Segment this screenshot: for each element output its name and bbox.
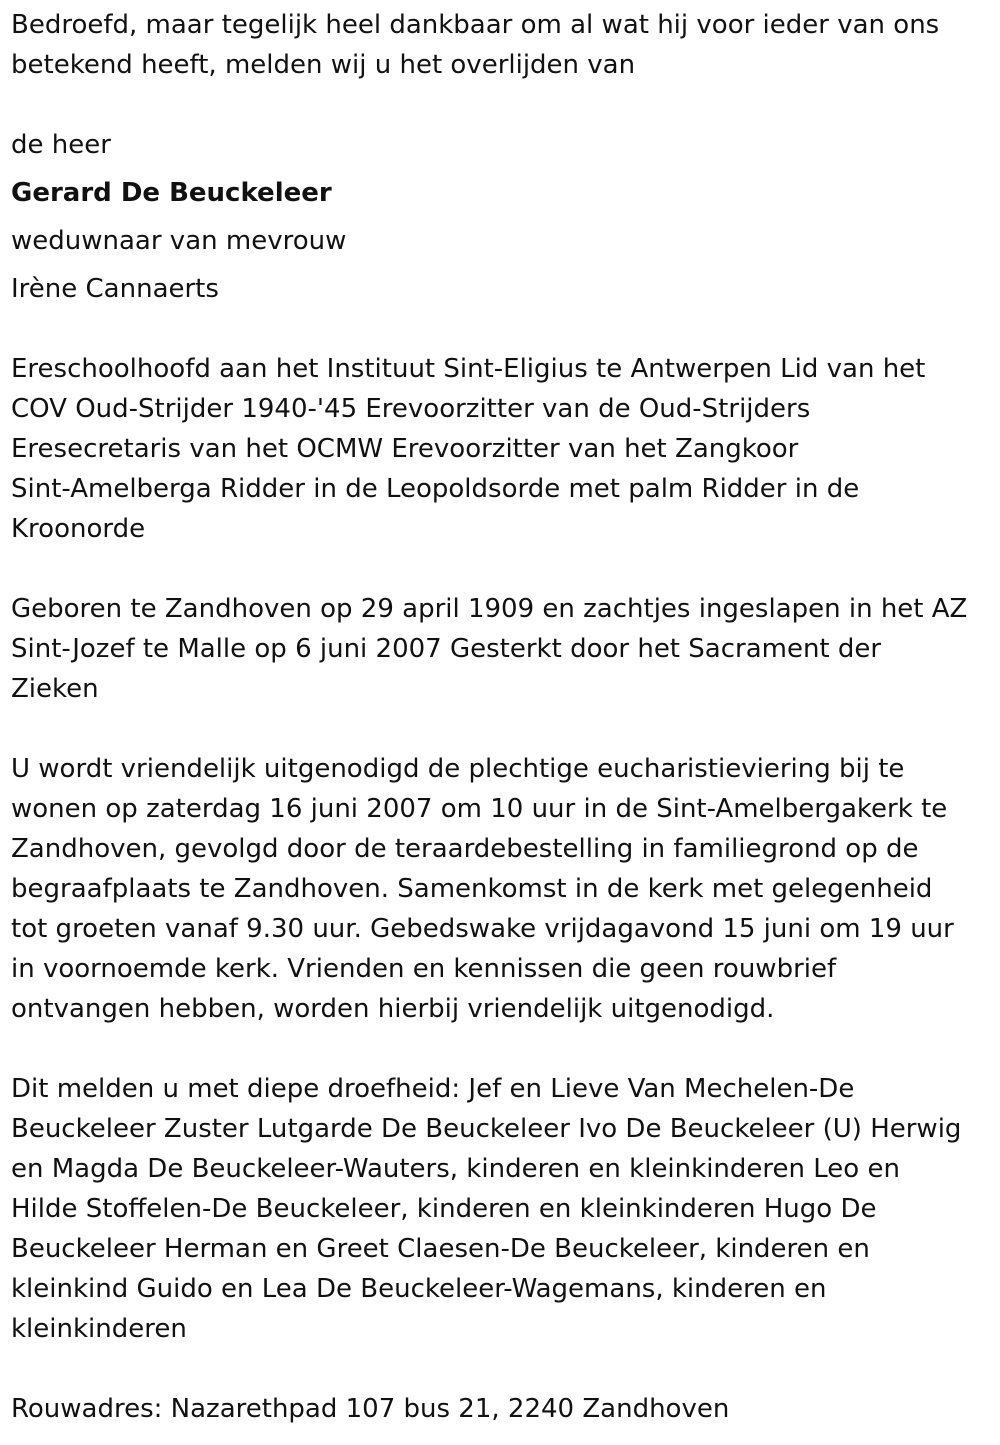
intro-line: betekend heeft, melden wij u het overlijden van bbox=[11, 50, 636, 80]
family-line: Dit melden u met diepe droefheid: Jef en Lieve Van Mechelen-De bbox=[11, 1074, 855, 1104]
widower-of-label: weduwnaar van mevrouw bbox=[11, 226, 347, 256]
family-paragraph bbox=[11, 1069, 996, 1349]
invitation-line: U wordt vriendelijk uitgenodigd de plechtige eucharistieviering bij te bbox=[11, 754, 905, 784]
intro-line: Bedroefd, maar tegelijk heel dankbaar om al wat hij voor ieder van ons bbox=[11, 10, 940, 40]
titles-line: Sint-Amelberga Ridder in de Leopoldsorde met palm Ridder in de bbox=[11, 474, 860, 504]
titles-line: Kroonorde bbox=[11, 514, 146, 544]
invitation-line: wonen op zaterdag 16 juni 2007 om 10 uur in de Sint-Amelbergakerk te bbox=[11, 794, 948, 824]
family-line: Beuckeleer Herman en Greet Claesen-De Beuckeleer, kinderen en bbox=[11, 1234, 870, 1264]
family-line: Hilde Stoffelen-De Beuckeleer, kinderen en kleinkinderen Hugo De bbox=[11, 1194, 877, 1224]
invitation-paragraph bbox=[11, 749, 986, 1029]
invitation-line: begraafplaats te Zandhoven. Samenkomst in de kerk met gelegenheid bbox=[11, 874, 933, 904]
invitation-line: ontvangen hebben, worden hierbij vriendelijk uitgenodigd. bbox=[11, 994, 775, 1024]
birth-death-line: Sint-Jozef te Malle op 6 juni 2007 Gesterkt door het Sacrament der bbox=[11, 634, 882, 664]
family-line: en Magda De Beuckeleer-Wauters, kinderen en kleinkinderen Leo en bbox=[11, 1154, 900, 1184]
invitation-line: Zandhoven, gevolgd door de teraardebestelling in familiegrond op de bbox=[11, 834, 919, 864]
family-line: Beuckeleer Zuster Lutgarde De Beuckeleer Ivo De Beuckeleer (U) Herwig bbox=[11, 1114, 962, 1144]
invitation-line: tot groeten vanaf 9.30 uur. Gebedswake vrijdagavond 15 juni om 19 uur bbox=[11, 914, 954, 944]
intro-paragraph bbox=[11, 5, 986, 85]
mourning-address: Rouwadres: Nazarethpad 107 bus 21, 2240 Zandhoven bbox=[11, 1394, 730, 1424]
family-line: kleinkind Guido en Lea De Beuckeleer-Wagemans, kinderen en bbox=[11, 1274, 827, 1304]
birth-death-line: Zieken bbox=[11, 674, 99, 704]
birth-death-line: Geboren te Zandhoven op 29 april 1909 en zachtjes ingeslapen in het AZ bbox=[11, 594, 968, 624]
invitation-line: in voornoemde kerk. Vrienden en kennissen die geen rouwbrief bbox=[11, 954, 837, 984]
spouse-name: Irène Cannaerts bbox=[11, 274, 219, 304]
family-line: kleinkinderen bbox=[11, 1314, 187, 1344]
honorific: de heer bbox=[11, 130, 111, 160]
titles-line: COV Oud-Strijder 1940-'45 Erevoorzitter van de Oud-Strijders bbox=[11, 394, 811, 424]
titles-line: Ereschoolhoofd aan het Instituut Sint-Eligius te Antwerpen Lid van het bbox=[11, 354, 926, 384]
titles-paragraph bbox=[11, 349, 986, 549]
deceased-name: Gerard De Beuckeleer bbox=[11, 178, 332, 208]
titles-line: Eresecretaris van het OCMW Erevoorzitter van het Zangkoor bbox=[11, 434, 799, 464]
birth-death-paragraph bbox=[11, 589, 986, 709]
